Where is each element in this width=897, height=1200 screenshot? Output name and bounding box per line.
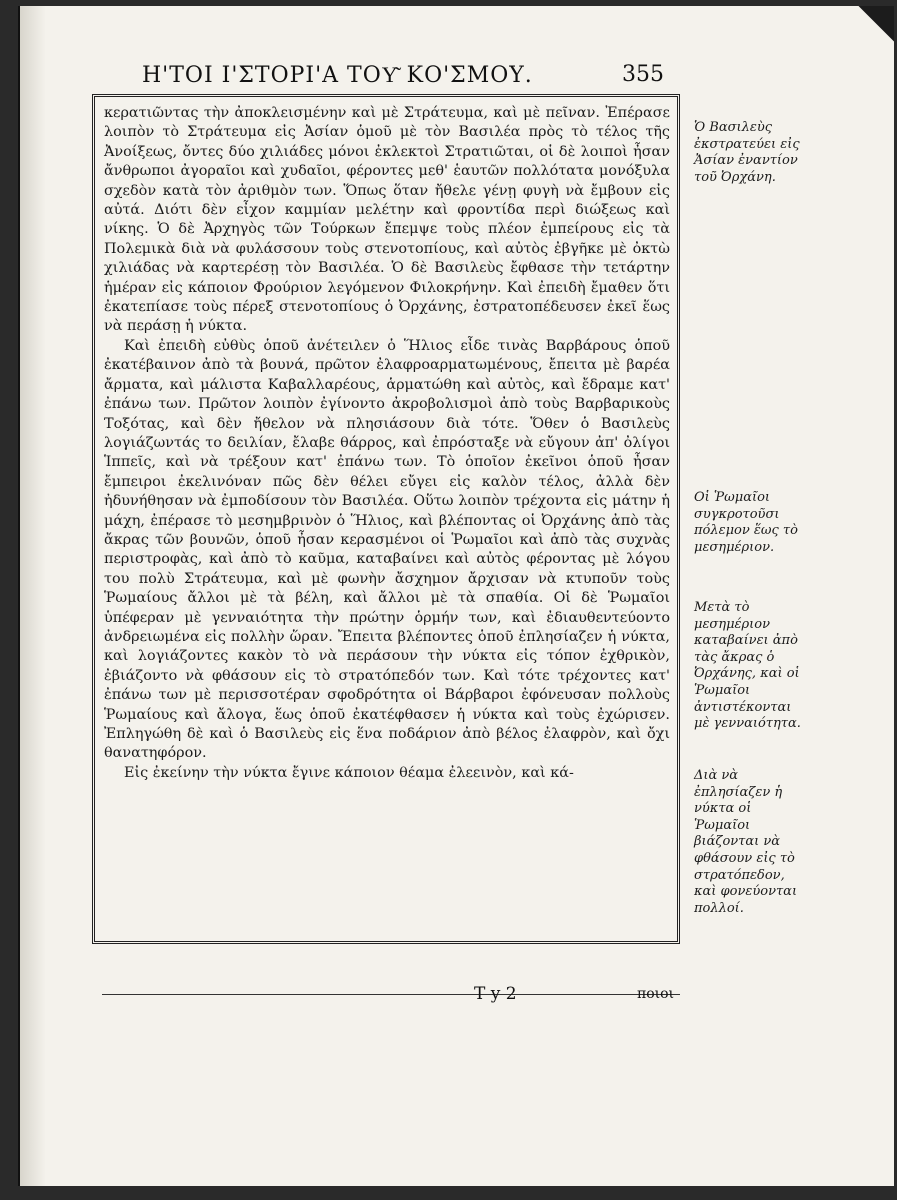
- page-gutter-shadow: [20, 6, 46, 1186]
- signature-mark: Τ y 2: [474, 984, 517, 1004]
- page-number: 355: [622, 62, 664, 87]
- marginal-note-2: Οἱ Ῥωμαῖοι συγκροτοῦσι πόλεμον ἕως τὸ μεσημέριον.: [694, 490, 798, 555]
- page-header: [122, 58, 682, 94]
- marginal-note-3: Μετὰ τὸ μεσημέριον καταβαίνει ἀπὸ τὰς ἄκρας ὁ Ὀρχάνης, καὶ οἱ Ῥωμαῖοι ἀντιστέκονται μὲ γενναιότητα.: [694, 600, 801, 732]
- paragraph-3: Εἰς ἐκείνην τὴν νύκτα ἔγινε κάποιον θέαμα ἐλεεινὸν, καὶ κά-: [124, 764, 574, 781]
- paragraph-1: κερατιῶντας τὴν ἀποκλεισμένην καὶ μὲ Στράτευμα, καὶ μὲ πεῖναν. Ἐπέρασε λοιπὸν τὸ Στράτευμα εἰς Ἀσίαν ὁμοῦ μὲ τὸν Βασιλέα πρὸς τὸ τέλος τῆς Ἀνοίξεως, ὄντες δύο χιλιάδες μόνοι ἐκλεκτοὶ Στρατιῶται, οἱ δὲ λοιποὶ ἦσαν ἄνθρωποι ἀγοραῖοι καὶ χυδαῖοι, φέροντες μεθ' ἑαυτῶν πολλότατα μονόξυλα σχεδὸν κατὰ τὸν ἀριθμὸν των. Ὅπως ὅταν ἤθελε γένῃ φυγὴ νὰ ἔμβουν εἰς αὐτά. Διότι δὲν εἶχον καμμίαν μελέτην καὶ φροντίδα περὶ διώξεως καὶ νίκης. Ὁ δὲ Ἀρχηγὸς τῶν Τούρκων ἔπεμψε τοὺς πλέον ἐμπείρους εἰς τὰ Πολεμικὰ διὰ νὰ φυλάσσουν τοὺς στενοτοπίους, καὶ αὐτὸς ἐβγῆκε μὲ ὀκτὼ χιλιάδας νὰ καρτερέσῃ τὸν Βασιλέα. Ὁ δὲ Βασιλεὺς ἔφθασε τὴν τετάρτην ἡμέραν εἰς κάποιον Φρούριον λεγόμενον Φιλοκρήνην. Καὶ ἐπειδὴ ἔμαθεν ὅτι ἐκατεπίασε τοὺς πέρεξ στενοτοπίους ὁ Ὀρχάνης, ἐστρατοπέδευσεν ἐκεῖ ἕως νὰ περάσῃ ἡ νύκτα.: [104, 105, 670, 335]
- footer-rule: [102, 994, 680, 995]
- page-corner: [854, 6, 894, 66]
- running-title: Η'ΤΟΙ Ι'ΣΤΟΡΙ'Α ΤΟΥ͂ ΚΟ'ΣΜΟΥ.: [142, 63, 533, 88]
- marginal-note-4: Διὰ νὰ ἐπλησίαζεν ἡ νύκτα οἱ Ῥωμαῖοι βιάζονται νὰ φθάσουν εἰς τὸ στρατόπεδον, καὶ φονεύονται πολλοί.: [694, 768, 798, 916]
- marginal-note-1: Ὁ Βασιλεὺς ἐκστρατεύει εἰς Ἀσίαν ἐναντίον τοῦ Ὀρχάνη.: [694, 120, 800, 185]
- catchword: ποιοι: [637, 986, 675, 1002]
- main-text-block: [104, 104, 670, 970]
- paragraph-2: Καὶ ἐπειδὴ εὐθὺς ὁποῦ ἀνέτειλεν ὁ Ἥλιος εἶδε τινὰς Βαρβάρους ὁποῦ ἐκατέβαινον ἀπὸ τὰ βουνά, πρῶτον ἐλαφροαρματωμένους, ἔπειτα μὲ βαρέα ἄρματα, καὶ μάλιστα Καβαλλαρέους, ἁρματώθη καὶ αὐτὸς, καὶ ἔδραμε κατ' ἐπάνω των. Πρῶτον λοιπὸν ἐγίνοντο ἀκροβολισμοὶ ἀπὸ τοὺς Βαρβαρικοὺς Τοξότας, καὶ δὲν ἤθελον νὰ πλησιάσουν διὰ τότε. Ὅθεν ὁ Βασιλεὺς λογιάζωντάς το δειλίαν, ἔλαβε θάρρος, καὶ ἐπρόσταξε νὰ εὔγουν ἀπ' ὀλίγοι Ἱππεῖς, καὶ νὰ τρέξουν κατ' ἐπάνω των. Τὸ ὁποῖον ἐκεῖνοι ὁποῦ ἦσαν ἔμπειροι ἐκελινόναν πῶς δὲν θέλει εὔγει εἰς καλὸν τέλος, ἀλλὰ δὲν ἠδυνήθησαν νὰ ἐμποδίσουν τὸν Βασιλέα. Οὕτω λοιπὸν τρέχοντα εἰς μάτην ἡ μάχη, ἐπέρασε τὸ μεσημβρινὸν ὁ Ἥλιος, καὶ βλέποντας οἱ Ὀρχάνης ἀπὸ τὰς ἄκρας τῶν βουνῶν, ὁποῦ ἦσαν κερασμένοι οἱ Ῥωμαῖοι καὶ ἀπὸ τὰς συχνὰς περιστροφὰς, καὶ ἀπὸ τὸ καῦμα, καταβαίνει καὶ αὐτὸς φέροντας μὲ λόγου του πολὺ Στράτευμα, καὶ μὲ φωνὴν ἄσχημον ἄρχισαν νὰ κτυποῦν τοὺς Ῥωμαίους ἄλλοι μὲ τὰ βέλη, καὶ ἄλλοι μὲ τὰ σπαθία. Οἱ δὲ Ῥωμαῖοι ὑπέφεραν μὲ γενναιότητα τὴν πρώτην ὁρμήν των, καὶ ἐδιαυθεντεύοντο ἀνδρειωμένα εἰς πολλὴν ὥραν. Ἔπειτα βλέποντες ὁποῦ ἐπλησίαζεν ἡ νύκτα, καὶ λογιάζοντες κακὸν τὸ νὰ περάσουν τὴν νύκτα εἰς τόπον ἐχθρικὸν, ἐβιάζοντο νὰ φθάσουν εἰς τὸ στρατόπεδόν των. Καὶ τότε τρέχοντες κατ' ἐπάνω των μὲ περισσοτέραν σφοδρότητα οἱ Βάρβαροι ἐφόνευσαν πολλοὺς Ῥωμαίους καὶ ἄλογα, ἕως ὁποῦ ἐκατέφθασεν ἡ νύκτα καὶ τοὺς ἐχώρισεν. Ἐπληγώθη δὲ καὶ ὁ Βασιλεὺς εἰς ἕνα ποδάριον ἀπὸ βέλος ἐλαφρὸν, καὶ ὄχι θανατηφόρον.: [104, 337, 670, 762]
